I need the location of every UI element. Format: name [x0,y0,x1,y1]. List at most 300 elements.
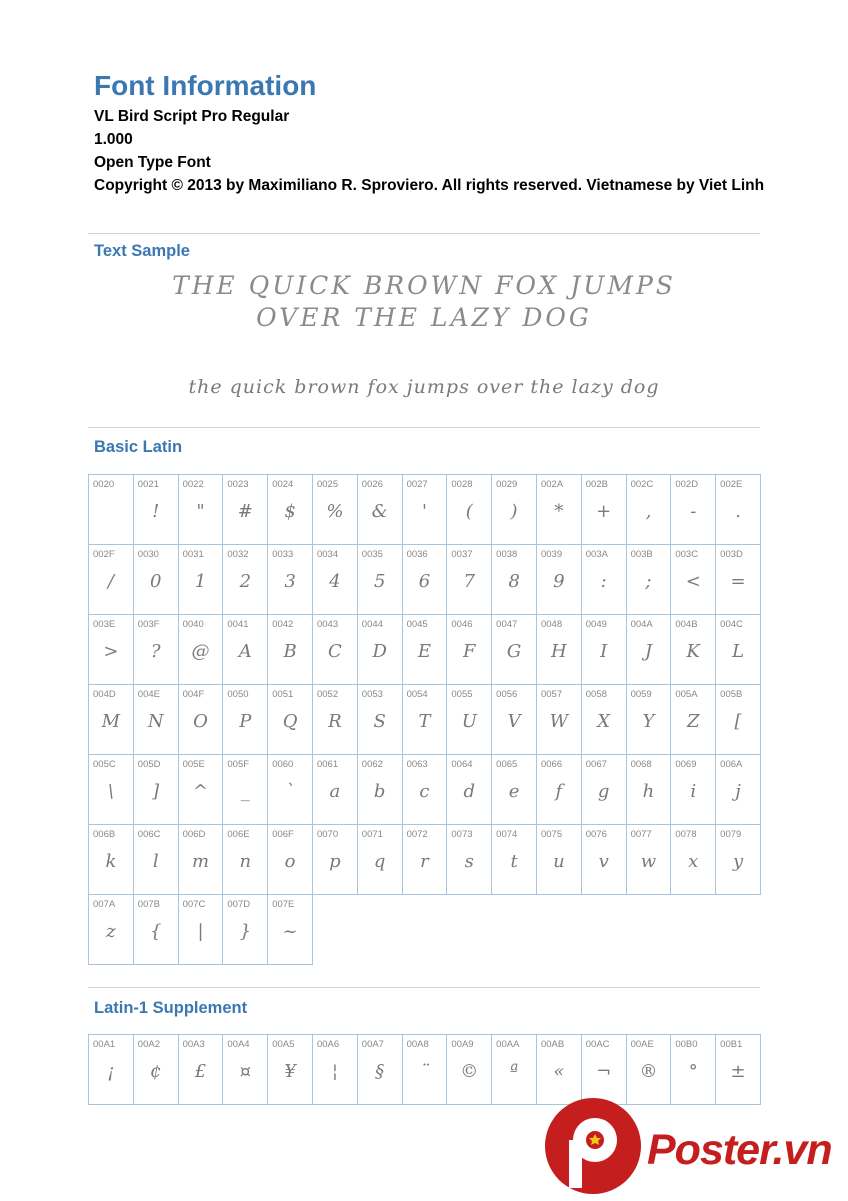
glyph-sample: R [328,711,342,732]
glyph-code: 0063 [406,759,428,770]
glyph-cell [358,825,403,895]
glyph-code: 006A [720,759,743,770]
glyph-sample: ~ [282,921,298,942]
glyph-sample: W [549,711,569,732]
glyph-sample: ° [688,1061,698,1082]
glyph-sample: U [461,711,477,732]
glyph-sample: C [327,641,342,662]
glyph-cell [627,825,672,895]
glyph-cell [313,1035,358,1105]
glyph-code: 002F [93,549,115,560]
glyph-cell [671,475,716,545]
glyph-sample: T [418,711,431,732]
glyph-code: 0047 [496,619,518,630]
glyph-sample: H [551,641,567,662]
glyph-code: 0036 [406,549,428,560]
glyph-code: 0042 [272,619,294,630]
glyph-code: 0057 [540,689,563,700]
glyph-sample: y [732,851,744,872]
glyph-sample: 1 [194,571,207,592]
glyph-sample: E [417,641,432,662]
glyph-code: 0074 [496,829,518,840]
glyph-code: 0044 [361,619,383,630]
glyph-code: 0079 [720,829,742,840]
glyph-code: 005B [720,689,743,700]
glyph-sample: X [597,711,611,732]
glyph-code: 00A2 [137,1039,160,1050]
glyph-code: 006E [227,829,250,840]
glyph-cell [403,545,448,615]
glyph-sample: @ [191,641,210,662]
glyph-sample: z [106,921,116,942]
glyph-code: 002D [675,479,699,490]
glyph-sample: Y [642,711,655,732]
glyph-code: 00AE [630,1039,654,1050]
glyph-cell [492,615,537,685]
glyph-sample: u [553,851,565,872]
glyph-cell [268,755,313,825]
glyph-cell [671,1035,716,1105]
glyph-sample: f [555,781,563,802]
glyph-cell [358,755,403,825]
glyph-cell [89,825,134,895]
sample-uppercase: THE QUICK BROWN FOX JUMPS OVER THE LAZY DOG [172,271,676,332]
glyph-code: 003F [137,619,160,630]
glyph-sample: w [640,851,657,872]
glyph-cell [179,545,224,615]
glyph-code: 00A8 [406,1039,429,1050]
glyph-code: 004B [675,619,698,630]
glyph-sample: : [600,571,607,592]
glyph-code: 004A [630,619,653,630]
font-version: 1.000 [94,131,133,148]
glyph-cell [134,685,179,755]
glyph-cell [268,545,313,615]
glyph-cell [358,545,403,615]
glyph-code: 0030 [137,549,159,560]
latin1-heading: Latin-1 Supplement [94,999,248,1017]
glyph-cell [537,545,582,615]
glyph-code: 0073 [451,829,473,840]
glyph-sample: B [283,641,297,662]
glyph-cell [134,615,179,685]
glyph-cell [223,755,268,825]
glyph-code: 00AC [585,1039,610,1050]
glyph-code: 002E [720,479,743,490]
glyph-sample: | [197,921,204,942]
glyph-sample: / [107,571,114,592]
glyph-sample: O [193,711,208,732]
glyph-cell [582,685,627,755]
glyph-code: 006C [137,829,161,840]
glyph-code: 004D [93,689,116,700]
glyph-sample: t [510,851,518,872]
glyph-sample: ; [645,571,652,592]
glyph-code: 0075 [540,829,563,840]
glyph-cell [537,1035,582,1105]
poster-vn-logo [543,1096,843,1196]
glyph-code: 0031 [182,549,204,560]
glyph-sample: h [642,781,655,802]
glyph-cell [537,685,582,755]
glyph-sample: p [329,851,341,872]
glyph-code: 006D [182,829,206,840]
page-title: Font Information [94,70,317,101]
glyph-sample: 0 [149,571,162,592]
glyph-code: 0046 [451,619,473,630]
glyph-code: 0069 [675,759,697,770]
glyph-sample: Q [282,711,298,732]
glyph-sample: c [419,781,430,802]
glyph-code: 0032 [227,549,249,560]
glyph-sample: ) [510,501,518,522]
glyph-cell [447,545,492,615]
glyph-sample: e [508,781,520,802]
glyph-code: 0039 [540,549,563,560]
glyph-code: 005A [675,689,698,700]
glyph-sample: & [371,501,388,522]
glyph-code: 00AA [496,1039,520,1050]
glyph-cell [537,475,582,545]
glyph-code: 005E [182,759,205,770]
glyph-code: 0060 [272,759,294,770]
glyph-code: 0059 [630,689,652,700]
glyph-sample: ] [152,781,160,802]
glyph-sample: V [507,711,521,732]
glyph-code: 0023 [227,479,249,490]
glyph-cell [716,1035,761,1105]
glyph-code: 007C [182,899,206,910]
glyph-sample: d [463,781,476,802]
glyph-sample: ® [639,1061,658,1082]
glyph-sample: ¥ [284,1061,296,1082]
glyph-sample: G [506,641,522,662]
glyph-cell [403,1035,448,1105]
glyph-code: 002C [630,479,654,490]
glyph-cell [179,1035,224,1105]
glyph-code: 0066 [540,759,563,770]
glyph-code: 0076 [585,829,607,840]
glyph-sample: v [598,851,609,872]
glyph-cell [716,545,761,615]
glyph-code: 006F [272,829,294,840]
glyph-code: 0025 [316,479,339,490]
glyph-code: 0029 [496,479,518,490]
glyph-sample: ` [285,781,295,802]
glyph-code: 0050 [227,689,249,700]
font-metadata [94,105,804,197]
glyph-code: 005C [93,759,116,770]
glyph-cell [492,545,537,615]
logo-wordmark: Poster.vn [647,1126,832,1174]
glyph-cell [627,545,672,615]
font-type: Open Type Font [94,154,211,171]
section-divider [88,427,760,428]
glyph-cell [492,825,537,895]
glyph-cell [492,685,537,755]
glyph-cell [403,615,448,685]
glyph-code: 0049 [585,619,607,630]
glyph-sample: I [600,641,608,662]
glyph-sample: « [553,1061,565,1082]
glyph-sample: ± [730,1061,746,1082]
glyph-cell [492,1035,537,1105]
glyph-sample: " [196,501,205,522]
glyph-cell [627,475,672,545]
glyph-code: 0040 [182,619,204,630]
glyph-sample: $ [284,501,296,522]
glyph-sample: x [688,851,699,872]
glyph-cell [268,475,313,545]
glyph-sample: } [239,921,252,942]
glyph-code: 0054 [406,689,428,700]
glyph-cell [179,475,224,545]
glyph-sample: ¦ [331,1061,338,1082]
glyph-sample: 8 [508,571,520,592]
glyph-cell [268,825,313,895]
glyph-code: 003B [630,549,653,560]
glyph-cell [268,1035,313,1105]
glyph-code: 0064 [451,759,473,770]
glyph-code: 0056 [496,689,518,700]
glyph-sample: P [239,711,252,732]
glyph-cell [671,685,716,755]
glyph-cell [179,895,224,965]
glyph-code: 00A9 [451,1039,474,1050]
glyph-code: 0034 [316,549,339,560]
glyph-cell [671,545,716,615]
glyph-sample: > [103,641,119,662]
glyph-code: 00A3 [182,1039,205,1050]
latin1-glyph-grid [88,1034,761,1105]
glyph-code: 0055 [451,689,473,700]
glyph-cell [447,475,492,545]
glyph-cell [447,755,492,825]
glyph-code: 003E [93,619,116,630]
glyph-code: 007D [227,899,251,910]
glyph-sample: l [152,851,159,872]
glyph-code: 0062 [361,759,383,770]
glyph-cell [313,755,358,825]
glyph-sample: ¡ [107,1061,115,1082]
glyph-cell [179,615,224,685]
glyph-cell [582,1035,627,1105]
glyph-cell [268,615,313,685]
glyph-sample: 6 [418,571,431,592]
glyph-code: 0053 [361,689,383,700]
glyph-code: 0067 [585,759,607,770]
glyph-cell [268,685,313,755]
glyph-cell [313,545,358,615]
glyph-code: 00A5 [272,1039,295,1050]
glyph-sample: s [464,851,474,872]
glyph-cell [89,895,134,965]
glyph-cell [582,755,627,825]
glyph-sample: , [645,501,652,522]
glyph-sample: r [420,851,429,872]
sample-lowercase: the quick brown fox jumps over the lazy dog [188,376,660,398]
glyph-cell [492,755,537,825]
glyph-cell [627,755,672,825]
glyph-sample: 9 [553,571,565,592]
glyph-sample: N [147,711,164,732]
glyph-cell [671,615,716,685]
glyph-sample: 2 [239,571,252,592]
glyph-code: 00B1 [720,1039,743,1050]
glyph-cell [313,475,358,545]
glyph-cell [492,475,537,545]
glyph-cell [447,685,492,755]
glyph-sample: b [373,781,386,802]
glyph-code: 005D [137,759,161,770]
section-divider [88,233,760,234]
glyph-sample: £ [194,1061,207,1082]
glyph-code: 00A1 [93,1039,116,1050]
glyph-cell [89,545,134,615]
glyph-sample: D [372,641,387,662]
glyph-code: 0071 [361,829,383,840]
glyph-code: 0058 [585,689,607,700]
glyph-code: 0026 [361,479,383,490]
glyph-code: 0020 [93,479,115,490]
glyph-sample: 4 [329,571,341,592]
glyph-code: 00A4 [227,1039,250,1050]
glyph-code: 007E [272,899,295,910]
glyph-cell [671,825,716,895]
glyph-code: 0033 [272,549,294,560]
glyph-sample: # [237,501,253,522]
glyph-code: 00AB [540,1039,565,1050]
font-name: VL Bird Script Pro Regular [94,108,290,125]
glyph-code: 007B [137,899,160,910]
glyph-sample: K [686,641,700,662]
glyph-cell [223,545,268,615]
glyph-sample: % [326,501,344,522]
glyph-code: 0061 [316,759,339,770]
glyph-code: 0035 [361,549,383,560]
glyph-code: 0077 [630,829,652,840]
glyph-code: 0027 [406,479,428,490]
glyph-sample: ¨ [419,1061,429,1082]
glyph-cell [134,475,179,545]
glyph-sample: ? [150,641,161,662]
glyph-code: 004E [137,689,160,700]
glyph-code: 0038 [496,549,518,560]
glyph-cell [134,755,179,825]
font-copyright: Copyright © 2013 by Maximiliano R. Sproviero. All rights reserved. Vietnamese by Viet Linh [94,177,765,194]
glyph-cell [89,685,134,755]
glyph-sample: < [685,571,701,592]
glyph-cell [447,1035,492,1105]
glyph-sample: J [644,641,653,662]
glyph-cell [179,825,224,895]
glyph-code: 0072 [406,829,428,840]
glyph-sample: S [373,711,386,732]
glyph-cell [627,615,672,685]
glyph-sample: ¬ [596,1061,612,1082]
glyph-sample: © [460,1061,479,1082]
glyph-cell [313,825,358,895]
glyph-sample: j [735,781,741,802]
glyph-code: 0021 [137,479,159,490]
glyph-cell [358,615,403,685]
glyph-cell [134,825,179,895]
glyph-code: 003A [585,549,608,560]
glyph-cell [89,755,134,825]
glyph-cell [134,1035,179,1105]
glyph-cell [134,895,179,965]
glyph-cell [223,825,268,895]
glyph-cell [358,1035,403,1105]
glyph-sample: = [730,571,746,592]
glyph-code: 005F [227,759,250,770]
glyph-cell [223,685,268,755]
glyph-code: 003D [720,549,743,560]
glyph-cell [716,475,761,545]
glyph-cell [89,615,134,685]
glyph-sample: k [105,851,117,872]
glyph-sample: i [690,781,697,802]
glyph-code: 0045 [406,619,428,630]
section-divider [88,987,760,988]
glyph-sample: q [373,851,386,872]
glyph-sample: . [735,501,741,522]
glyph-sample: a [329,781,341,802]
glyph-cell [179,685,224,755]
glyph-cell [716,825,761,895]
glyph-cell [716,615,761,685]
glyph-sample: ¤ [239,1061,252,1082]
glyph-cell [582,615,627,685]
glyph-sample: \ [107,781,114,802]
glyph-sample: m [191,851,210,872]
glyph-code: 00A6 [316,1039,340,1050]
glyph-code: 00A7 [361,1039,384,1050]
glyph-cell [223,895,268,965]
glyph-code: 00B0 [675,1039,698,1050]
glyph-sample: _ [240,781,250,802]
glyph-cell [627,1035,672,1105]
glyph-code: 0024 [272,479,294,490]
glyph-cell [313,615,358,685]
glyph-code: 0043 [316,619,339,630]
glyph-cell [134,545,179,615]
glyph-cell [89,475,134,545]
glyph-cell [268,895,313,965]
glyph-cell [537,615,582,685]
glyph-sample: o [284,851,296,872]
glyph-code: 003C [675,549,699,560]
glyph-cell [313,685,358,755]
glyph-code: 0068 [630,759,652,770]
glyph-cell [403,475,448,545]
glyph-cell [403,825,448,895]
glyph-sample: ^ [192,781,209,802]
glyph-code: 0065 [496,759,518,770]
glyph-sample: - [690,501,697,522]
glyph-cell [537,755,582,825]
glyph-sample: g [597,781,610,802]
glyph-sample: Z [687,711,700,732]
text-sample-heading: Text Sample [94,242,190,260]
glyph-cell [358,475,403,545]
glyph-cell [627,685,672,755]
glyph-cell [403,685,448,755]
basic-latin-heading: Basic Latin [94,438,183,456]
glyph-code: 007A [93,899,116,910]
glyph-sample: 5 [373,571,386,592]
glyph-code: 0048 [540,619,563,630]
